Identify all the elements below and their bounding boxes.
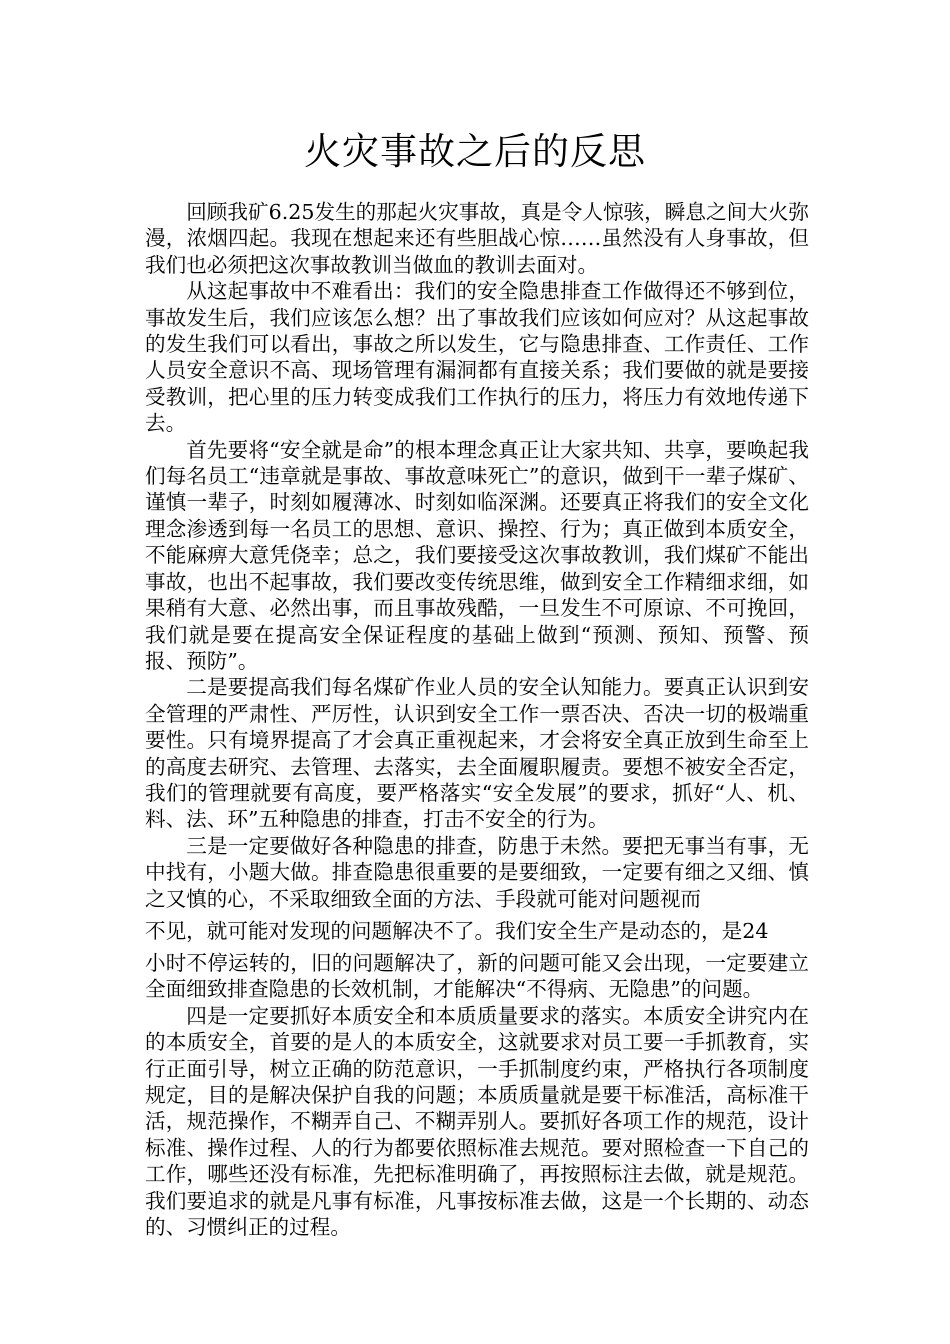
paragraph-1: 回顾我矿6.25发生的那起火灾事故，真是令人惊骇，瞬息之间大火弥漫，浓烟四起。我现在想起来还有些胆战心惊……虽然没有人身事故，但我们也必须把这次事故教训当做血的教训去面对。	[145, 200, 809, 277]
paragraph-4: 二是要提高我们每名煤矿作业人员的安全认知能力。要真正认识到安全管理的严肃性、严厉性，认识到安全工作一票否决、否决一切的极端重要性。只有境界提高了才会真正重视起来，才会将安全真正放到生命至上的高度去研究、去管理、去落实，去全面履职履责。要想不被安全否定，我们的管理就要有高度，要严格落实“安全发展”的要求，抓好“人、机、料、法、环”五种隐患的排查，打击不安全的行为。	[145, 675, 809, 832]
paragraph-5: 三是一定要做好各种隐患的排查，防患于未然。要把无事当有事，无中找有，小题大做。排查隐患很重要的是要细致，一定要有细之又细、慎之又慎的心，不采取细致全面的方法、手段就可能对问题视而	[145, 833, 809, 911]
paragraph-5-end: 小时不停运转的，旧的问题解决了，新的问题可能又会出现，一定要建立全面细致排查隐患的长效机制，才能解决“不得病、无隐患”的问题。	[145, 950, 809, 1002]
document-title: 火灾事故之后的反思	[304, 130, 646, 173]
paragraph-2: 从这起事故中不难看出：我们的安全隐患排查工作做得还不够到位，事故发生后，我们应该怎么想？出了事故我们应该如何应对？从这起事故的发生我们可以看出，事故之所以发生，它与隐患排查、工作责任、工作人员安全意识不高、现场管理有漏洞都有直接关系；我们要做的就是要接受教训，把心里的压力转变成我们工作执行的压力，将压力有效地传递下去。	[145, 279, 809, 436]
paragraph-5-continued: 不见，就可能对发现的问题解决不了。我们安全生产是动态的，是24	[145, 918, 769, 943]
paragraph-3: 首先要将“安全就是命”的根本理念真正让大家共知、共享，要唤起我们每名员工“违章就是事故、事故意味死亡”的意识，做到干一辈子煤矿、谨慎一辈子，时刻如履薄冰、时刻如临深渊。还要真正将我们的安全文化理念渗透到每一名员工的思想、意识、操控、行为；真正做到本质安全，不能麻痹大意凭侥幸；总之，我们要接受这次事故教训，我们煤矿不能出事故，也出不起事故，我们要改变传统思维，做到安全工作精细求细，如果稍有大意、必然出事，而且事故残酷，一旦发生不可原谅、不可挽回，我们就是要在提高安全保证程度的基础上做到“预测、预知、预警、预报、预防”。	[145, 437, 809, 673]
document-body	[145, 199, 809, 1240]
paragraph-6: 四是一定要抓好本质安全和本质质量要求的落实。本质安全讲究内在的本质安全，首要的是人的本质安全，这就要求对员工要一手抓教育，实行正面引导，树立正确的防范意识，一手抓制度约束，严格执行各项制度规定，目的是解决保护自我的问题；本质质量就是要干标准活，高标准干活，规范操作，不糊弄自己、不糊弄别人。要抓好各项工作的规范，设计标准、操作过程、人的行为都要依照标准去规范。要对照检查一下自己的工作，哪些还没有标准，先把标准明确了，再按照标注去做，就是规范。我们要追求的就是凡事有标准，凡事按标准去做，这是一个长期的、动态的、习惯纠正的过程。	[145, 1003, 809, 1240]
